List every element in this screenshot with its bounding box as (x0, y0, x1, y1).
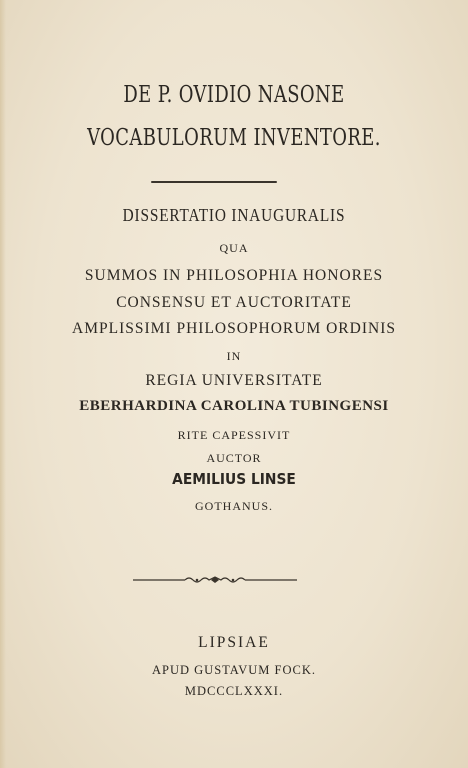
eberhardina-line: EBERHARDINA CAROLINA TUBINGENSI (79, 398, 389, 414)
author-name: AEMILIUS LINSE (172, 470, 296, 488)
title-line-1: DE P. OVIDIO NASONE (123, 82, 345, 108)
author-origin: GOTHANUS. (195, 499, 273, 513)
rite-line: RITE CAPESSIVIT (177, 428, 291, 442)
imprint-city: LIPSIAE (198, 634, 270, 651)
auctor-line: AUCTOR (206, 451, 262, 465)
summos-line: SUMMOS IN PHILOSOPHIA HONORES (84, 267, 384, 284)
consensu-line: CONSENSU ET AUCTORITATE (116, 294, 352, 311)
in-line: IN (226, 349, 242, 363)
amplissimi-line: AMPLISSIMI PHILOSOPHORUM ORDINIS (72, 320, 396, 337)
title-rule (151, 181, 277, 183)
ornamental-rule-icon (133, 574, 297, 586)
imprint-year: MDCCCLXXXI. (184, 684, 284, 698)
dissertatio-heading: DISSERTATIO INAUGURALIS (122, 205, 346, 225)
title-line-2: VOCABULORUM INVENTORE. (87, 125, 381, 151)
imprint-publisher: APUD GUSTAVUM FOCK. (152, 663, 316, 677)
regia-line: REGIA UNIVERSITATE (145, 372, 323, 389)
qua-line: QUA (219, 241, 249, 255)
